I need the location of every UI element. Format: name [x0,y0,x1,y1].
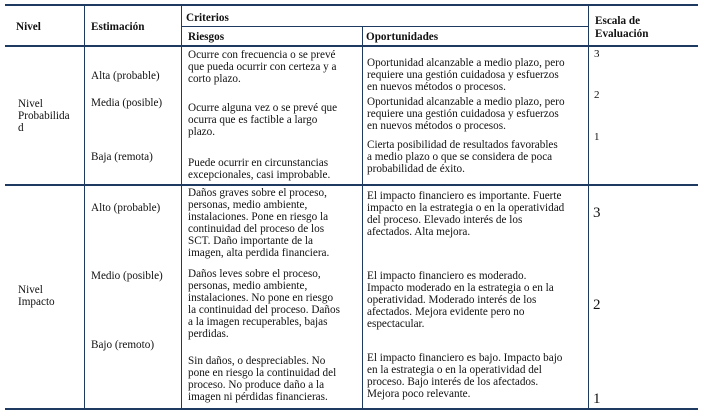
estimacion-media: Media (posible) [91,97,163,109]
section-divider-rule [5,184,698,186]
escala-prob-1: 1 [594,131,600,143]
riesgo-media-line: ocurra que es factible a largo [188,114,318,126]
bottom-rule [5,408,698,410]
riesgo-alto-line: imagen, alta perdida financiera. [188,247,330,259]
riesgo-medio-line: la continuidad del proceso. Daños [188,304,340,316]
oportunidad-baja-line: probabilidad de éxito. [367,163,465,175]
riesgo-alta-line: Ocurre con frecuencia o se prevé [188,49,336,61]
riesgo-alto-line: personas, medio ambiente, [188,199,308,211]
riesgo-bajo-line: proceso. No produce daño a la [188,379,325,391]
header-nivel: Nivel [16,21,41,33]
riesgo-medio-line: a la imagen recuperables, bajas [188,316,328,328]
escala-impacto-2: 2 [593,297,601,313]
oportunidad-media-line: en nuevos métodos o procesos. [367,120,506,132]
riesgo-media-line: Ocurre alguna vez o se prevé que [188,102,338,114]
oportunidad-bajo-line: El impacto financiero es bajo. Impacto bajo [367,352,563,364]
escala-prob-3: 3 [594,48,600,60]
nivel-probabilidad-line3: d [18,122,24,134]
oportunidad-medio-line: Impacto moderado en la estrategia o en la [367,282,554,294]
oportunidad-alta-line: requiere una gestión cuidadosa y esfuerzos [367,69,559,81]
riesgo-bajo-line: Sin daños, o despreciables. No [188,355,326,367]
riesgo-alto-line: instalaciones. Pone en riesgo la [188,211,329,223]
riesgo-alto-line: Daños graves sobre el proceso, [188,187,327,199]
nivel-probabilidad-line2: Probabilida [18,110,70,122]
header-estimacion: Estimación [91,21,145,33]
oportunidad-alto-line: afectados. Alta mejora. [367,226,471,238]
oportunidad-alto-line: impacto en la estrategia o en la operatividad [367,202,565,214]
riesgo-baja-line: excepcionales, casi improbable. [188,169,331,181]
riesgo-alta-line: que pueda ocurrir con certeza y a [188,61,337,73]
oportunidad-alto-line: del proceso. Elevado interés de los [367,214,523,226]
header-escala-line1: Escala de [595,15,641,27]
escala-impacto-1: 1 [593,391,601,407]
oportunidad-bajo-line: Mejora poco relevante. [367,388,471,400]
oportunidad-bajo-line: proceso. Bajo interés de los afectados. [367,376,539,388]
top-rule [5,4,698,6]
header-riesgos: Riesgos [188,31,225,43]
header-criterios: Criterios [186,12,229,24]
riesgo-media-line: plazo. [188,126,216,138]
oportunidad-medio-line: espectacular. [367,318,425,330]
estimacion-baja: Baja (remota) [91,151,153,163]
estimacion-alta: Alta (probable) [91,70,160,82]
oportunidad-baja-line: Cierta posibilidad de resultados favorables [367,139,558,151]
oportunidad-alta-line: en nuevos métodos o procesos. [367,81,506,93]
nivel-probabilidad-line1: Nivel [18,98,43,110]
oportunidad-baja-line: a medio plazo o que se considera de poca [367,151,553,163]
oportunidad-bajo-line: en la estrategia o en la operatividad del [367,364,542,376]
col-divider-3 [362,26,363,409]
oportunidad-medio-line: El impacto financiero es moderado. [367,270,527,282]
riesgo-alta-line: corto plazo. [188,73,241,85]
nivel-impacto-line2: Impacto [18,296,55,308]
riesgo-medio-line: Daños leves sobre el proceso, [188,268,321,280]
col-divider-1 [84,5,85,409]
riesgo-medio-line: instalaciones. No pone en riesgo [188,292,334,304]
header-escala-line2: Evaluación [595,28,649,40]
escala-impacto-3: 3 [593,205,601,221]
col-divider-4 [588,5,589,409]
riesgo-bajo-line: imagen ni pérdidas financieras. [188,391,328,403]
oportunidad-alta-line: Oportunidad alcanzable a medio plazo, pero [367,57,565,69]
estimacion-bajo: Bajo (remoto) [91,339,155,351]
nivel-impacto-line1: Nivel [18,284,43,296]
header-oportunidades: Oportunidades [366,31,439,43]
oportunidad-alto-line: El impacto financiero es importante. Fuerte [367,190,562,202]
riesgo-alto-line: continuidad del proceso de los [188,223,325,235]
oportunidad-medio-line: operatividad. Moderado interés de los [367,294,537,306]
header-bottom-rule [5,45,698,47]
riesgo-medio-line: personas, medio ambiente, [188,280,308,292]
oportunidad-media-line: Oportunidad alcanzable a medio plazo, pero [367,96,565,108]
riesgo-bajo-line: pone en riesgo la continuidad del [188,367,337,379]
col-divider-2 [181,5,182,409]
oportunidad-medio-line: afectados. Mejora evidente pero no [367,306,525,318]
estimacion-medio: Medio (posible) [91,270,163,282]
escala-prob-2: 2 [594,89,600,101]
criterios-rule [182,26,588,27]
oportunidad-media-line: requiere una gestión cuidadosa y esfuerzos [367,108,559,120]
riesgo-baja-line: Puede ocurrir en circunstancias [188,157,329,169]
riesgo-alto-line: SCT. Daño importante de la [188,235,314,247]
riesgo-medio-line: perdidas. [188,328,229,340]
estimacion-alto: Alto (probable) [91,202,161,214]
